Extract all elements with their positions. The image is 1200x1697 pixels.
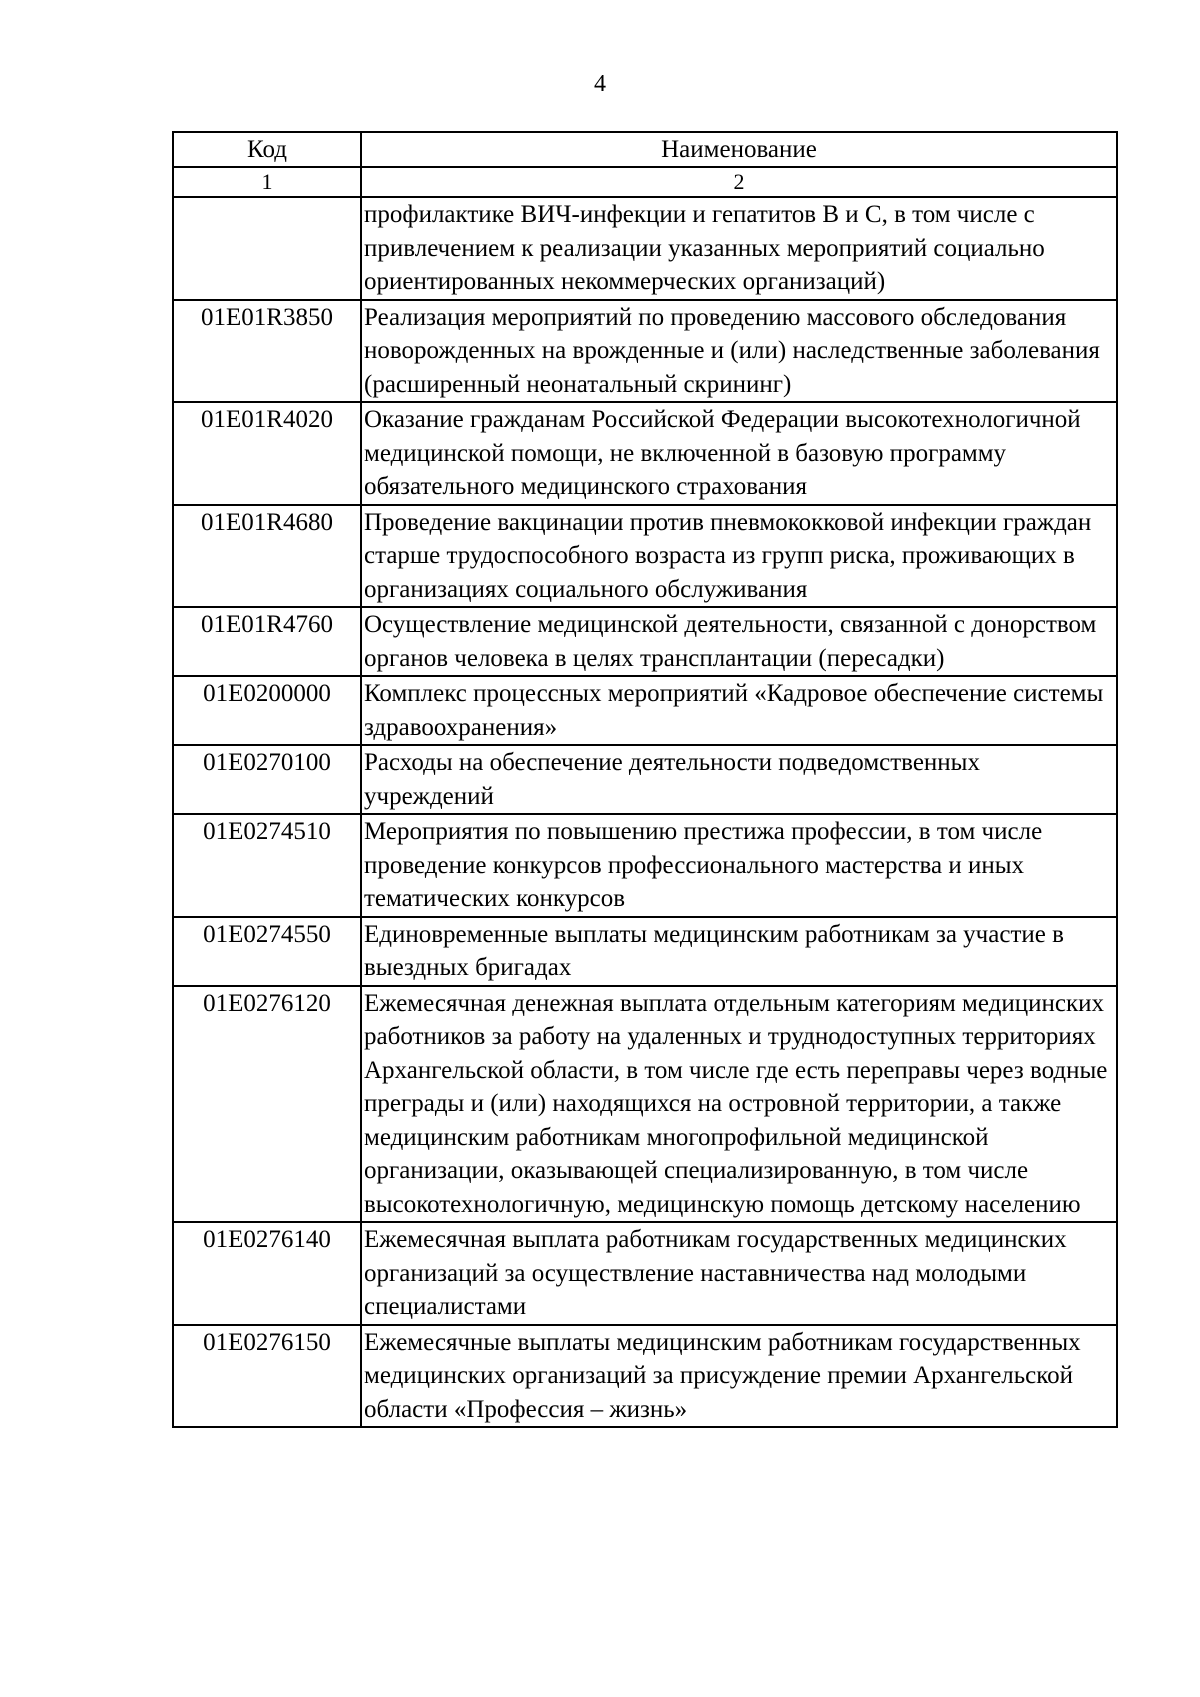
- table-row: [173, 197, 1117, 300]
- table-row: [173, 1222, 1117, 1325]
- code-cell: 01Е0276140: [173, 1222, 361, 1325]
- name-cell: Расходы на обеспечение деятельности подведомственных учреждений: [361, 745, 1117, 814]
- code-cell: 01Е01R3850: [173, 300, 361, 403]
- column-number-2: 2: [361, 167, 1117, 197]
- budget-codes-table: [172, 131, 1118, 1428]
- code-cell: [173, 197, 361, 300]
- name-cell: Реализация мероприятий по проведению массового обследования новорожденных на врожденные и (или) наследственные заболевания (расширенный неонатальный скрининг): [361, 300, 1117, 403]
- name-cell: Ежемесячная денежная выплата отдельным категориям медицинских работников за работу на удаленных и труднодоступных территориях Архангельской области, в том числе где есть переправы через водные преграды и (или) находящихся на островной территории, а также медицинским работникам многопрофильной медицинской организации, оказывающей специализированную, в том числе высокотехнологичную, медицинскую помощь детскому населению: [361, 986, 1117, 1223]
- header-code: Код: [173, 132, 361, 167]
- name-cell: Ежемесячная выплата работникам государственных медицинских организаций за осуществление наставничества над молодыми специалистами: [361, 1222, 1117, 1325]
- table-row: [173, 676, 1117, 745]
- code-cell: 01Е0274510: [173, 814, 361, 917]
- code-cell: 01Е0276150: [173, 1325, 361, 1428]
- table-row: [173, 505, 1117, 608]
- name-cell: Мероприятия по повышению престижа профессии, в том числе проведение конкурсов профессионального мастерства и иных тематических конкурсов: [361, 814, 1117, 917]
- table-row: [173, 1325, 1117, 1428]
- column-number-1: 1: [173, 167, 361, 197]
- name-cell: Оказание гражданам Российской Федерации высокотехнологичной медицинской помощи, не включенной в базовую программу обязательного медицинского страхования: [361, 402, 1117, 505]
- code-cell: 01Е01R4760: [173, 607, 361, 676]
- code-cell: 01Е01R4020: [173, 402, 361, 505]
- name-cell: Ежемесячные выплаты медицинским работникам государственных медицинских организаций за присуждение премии Архангельской области «Профессия – жизнь»: [361, 1325, 1117, 1428]
- header-name: Наименование: [361, 132, 1117, 167]
- name-cell: Проведение вакцинации против пневмококковой инфекции граждан старше трудоспособного возраста из групп риска, проживающих в организациях социального обслуживания: [361, 505, 1117, 608]
- table-row: [173, 402, 1117, 505]
- column-number-row: [173, 167, 1117, 197]
- name-cell: профилактике ВИЧ-инфекции и гепатитов В и С, в том числе с привлечением к реализации указанных мероприятий социально ориентированных некоммерческих организаций): [361, 197, 1117, 300]
- code-cell: 01Е0274550: [173, 917, 361, 986]
- table-row: [173, 607, 1117, 676]
- name-cell: Комплекс процессных мероприятий «Кадровое обеспечение системы здравоохранения»: [361, 676, 1117, 745]
- table-row: [173, 814, 1117, 917]
- code-cell: 01Е0276120: [173, 986, 361, 1223]
- code-cell: 01Е0200000: [173, 676, 361, 745]
- name-cell: Единовременные выплаты медицинским работникам за участие в выездных бригадах: [361, 917, 1117, 986]
- table-row: [173, 917, 1117, 986]
- page-number: 4: [594, 71, 606, 97]
- table-row: [173, 745, 1117, 814]
- code-cell: 01Е0270100: [173, 745, 361, 814]
- table-row: [173, 300, 1117, 403]
- code-cell: 01Е01R4680: [173, 505, 361, 608]
- table-header-row: [173, 132, 1117, 167]
- name-cell: Осуществление медицинской деятельности, связанной с донорством органов человека в целях трансплантации (пересадки): [361, 607, 1117, 676]
- table-row: [173, 986, 1117, 1223]
